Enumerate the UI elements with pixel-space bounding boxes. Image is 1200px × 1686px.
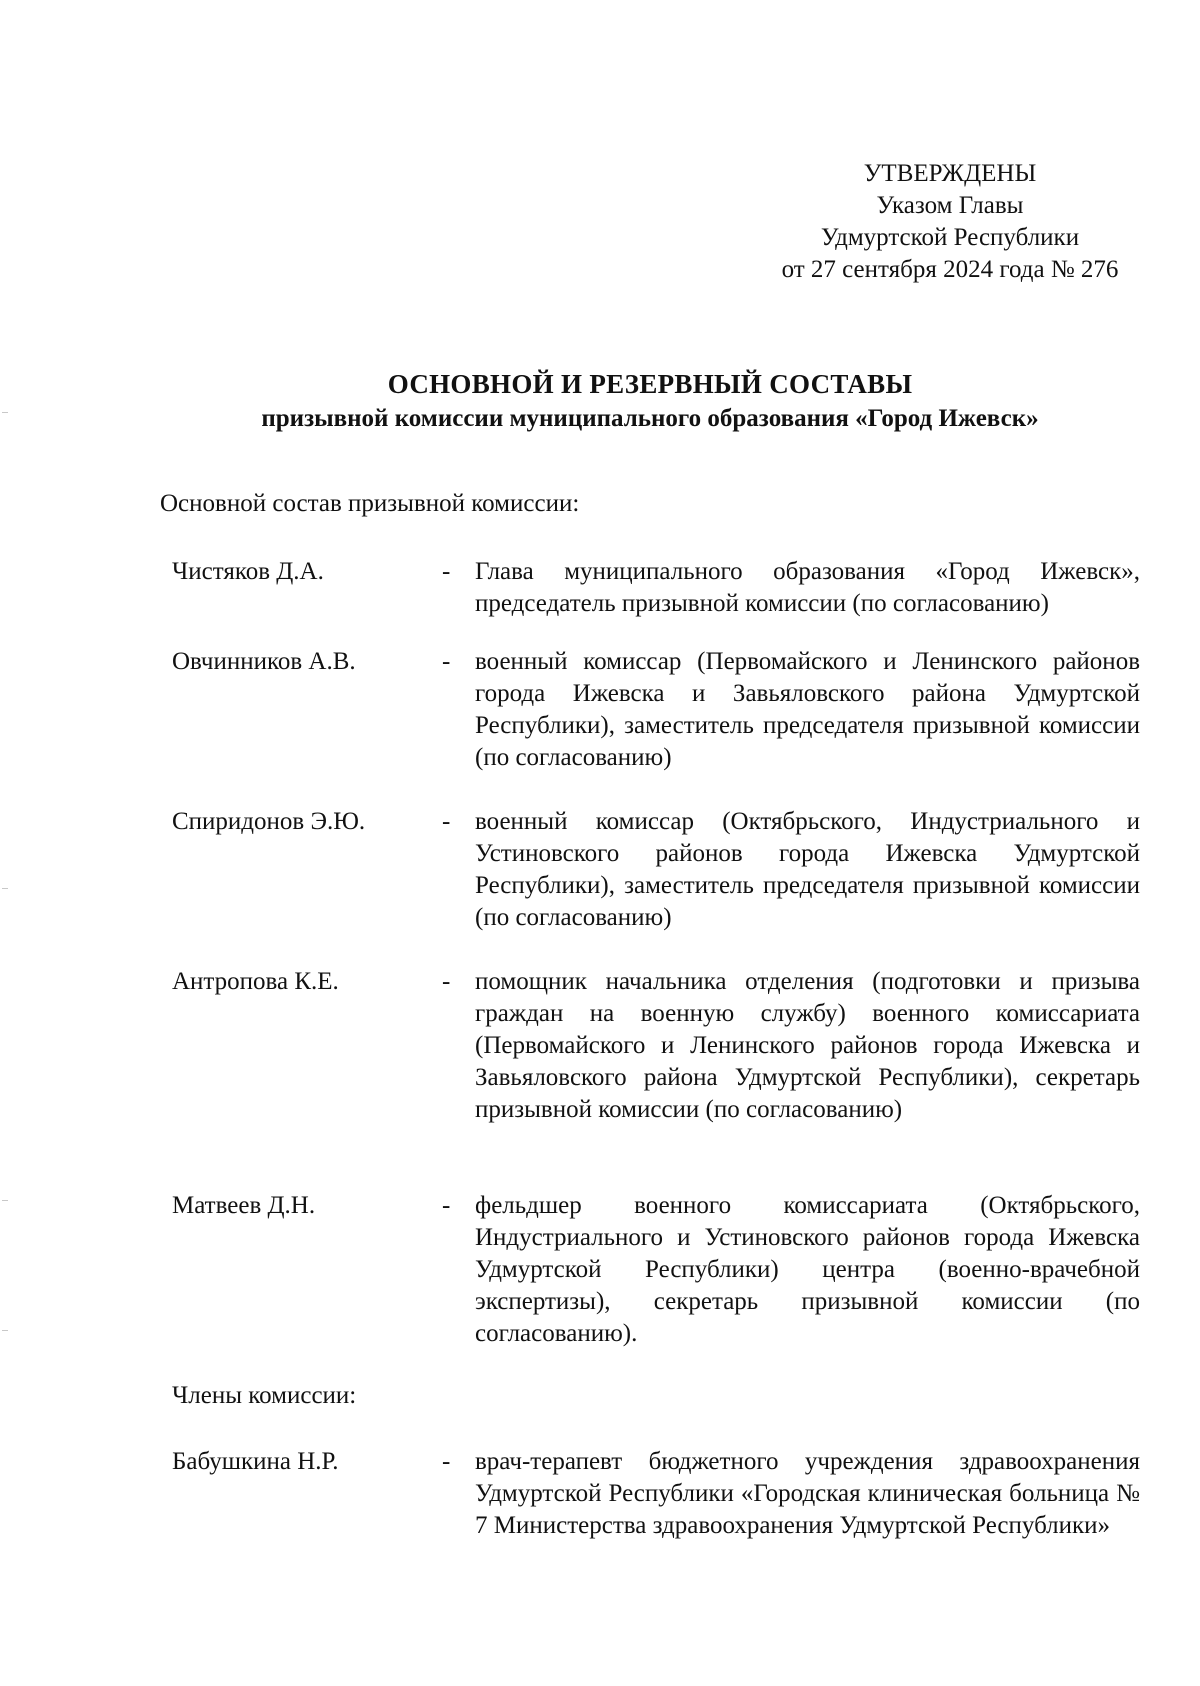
member-name: Спиридонов Э.Ю. — [172, 808, 366, 835]
document-title: ОСНОВНОЙ И РЕЗЕРВНЫЙ СОСТАВЫ — [387, 369, 913, 399]
approval-stamp — [740, 158, 1160, 286]
separator-dash: - — [442, 1192, 451, 1219]
member-name: Матвеев Д.Н. — [172, 1192, 316, 1219]
member-position: военный комиссар (Октябрьского, Индустриального и Устиновского районов города Ижевска Удмуртской Республики), заместитель председателя призывной комиссии (по согласованию) — [475, 808, 1140, 931]
member-position: Глава муниципального образования «Город Ижевск», председатель призывной комиссии (по согласованию) — [475, 558, 1140, 617]
member-position: военный комиссар (Первомайского и Ленинского районов города Ижевска и Завьяловского района Удмуртской Республики), заместитель председателя призывной комиссии (по согласованию) — [475, 648, 1140, 771]
separator-dash: - — [442, 808, 451, 835]
main-composition-label: Основной состав призывной комиссии: — [160, 490, 580, 517]
members-label: Члены комиссии: — [172, 1382, 357, 1409]
member-position: фельдшер военного комиссариата (Октябрьского, Индустриального и Устиновского районов города Ижевска Удмуртской Республики) центра (военно-врачебной экспертизы), секретарь призывной комиссии (по согласованию). — [475, 1192, 1140, 1347]
member-name: Чистяков Д.А. — [172, 558, 324, 585]
approval-date: от 27 сентября 2024 года № 276 — [781, 256, 1119, 283]
approval-title: УТВЕРЖДЕНЫ — [863, 160, 1037, 187]
scan-mark — [2, 1330, 8, 1331]
scan-mark — [2, 1200, 8, 1201]
separator-dash: - — [442, 1448, 451, 1475]
document-subtitle: призывной комиссии муниципального образования «Город Ижевск» — [261, 405, 1039, 432]
member-position: врач-терапевт бюджетного учреждения здравоохранения Удмуртской Республики «Городская клиническая больница № 7 Министерства здравоохранения Удмуртской Республики» — [475, 1448, 1140, 1539]
member-name: Овчинников А.В. — [172, 648, 356, 675]
member-name: Бабушкина Н.Р. — [172, 1448, 339, 1475]
member-name: Антропова К.Е. — [172, 968, 339, 995]
scan-mark — [2, 412, 8, 413]
scan-mark — [2, 888, 8, 889]
document-heading — [150, 366, 1150, 436]
separator-dash: - — [442, 558, 451, 585]
member-position: помощник начальника отделения (подготовки и призыва граждан на военную службу) военного комиссариата (Первомайского и Ленинского районов города Ижевска и Завьяловского района Удмуртской Республики), секретарь призывной комиссии (по согласованию) — [475, 968, 1140, 1123]
approval-decree: Указом Главы — [876, 192, 1024, 219]
separator-dash: - — [442, 648, 451, 675]
separator-dash: - — [442, 968, 451, 995]
approval-region: Удмуртской Республики — [820, 224, 1080, 251]
